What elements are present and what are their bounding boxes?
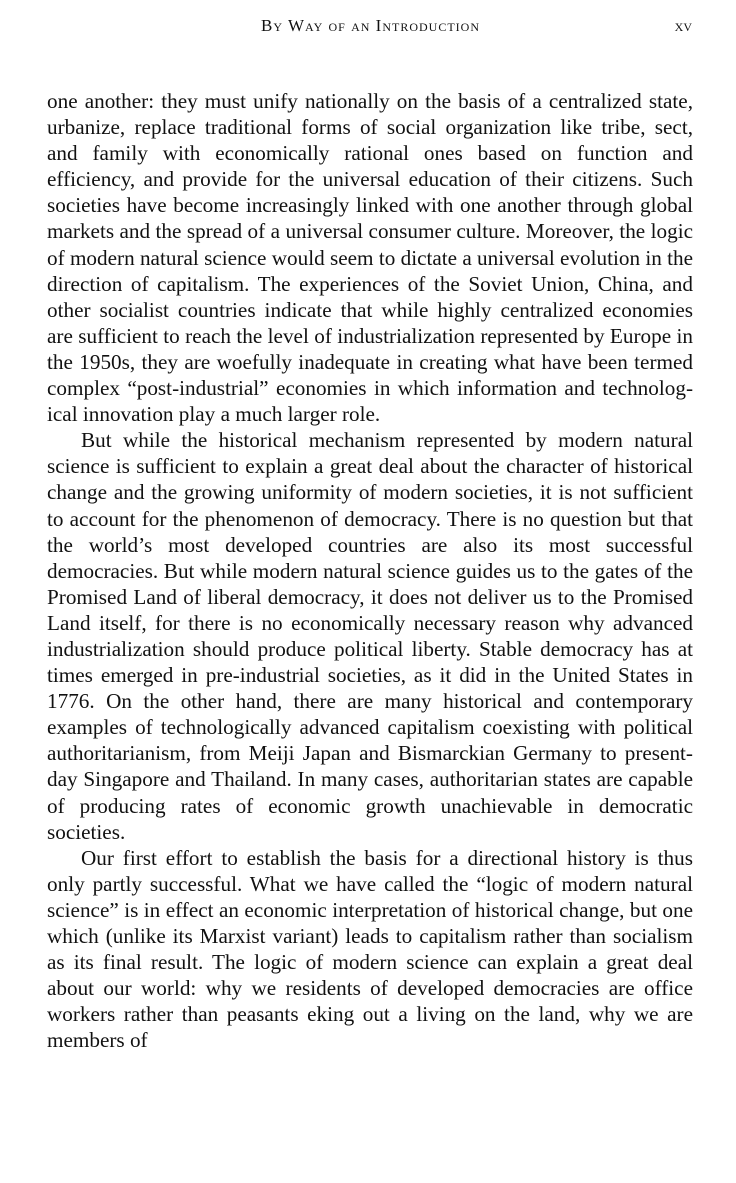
paragraph: But while the historical mechanism represented by modern natural science is sufficient to explain a great deal about the character of historical change and the growing uniformity of modern societies, it is not sufficient to account for the phenomenon of democracy. There is no question but that the world’s most developed countries are also its most successful democracies. But while modern natural science guides us to the gates of the Promised Land of liberal democracy, it does not deliver us to the Promised Land itself, for there is no economically necessary reason why advanced industrialization should produce political liberty. Stable democracy has at times emerged in pre-industrial societies, as it did in the United States in 1776. On the other hand, there are many historical and contemporary examples of technologically advanced capitalism coexisting with political authoritarianism, from Meiji Japan and Bismarckian Germany to present-day Singapore and Thailand. In many cases, authoritarian states are capable of producing rates of economic growth unachievable in democratic societies. — [47, 428, 693, 844]
paragraph: Our first effort to establish the basis for a directional history is thus only partly successful. What we have called the “logic of modern natural science” is in effect an economic interpretation of historical change, but one which (unlike its Marxist variant) leads to capitalism rather than socialism as its final result. The logic of modern science can explain a great deal about our world: why we residents of developed democracies are office workers rather than peasants eking out a living on the land, why we are members of — [47, 845, 693, 1053]
paragraph: one another: they must unify nationally on the basis of a centralized state, urbanize, replace traditional forms of social organization like tribe, sect, and family with economically rational ones based on function and efficiency, and provide for the universal education of their citizens. Such societies have become increasingly linked with one another through global markets and the spread of a universal consumer culture. Moreover, the logic of modern natural science would seem to dictate a universal evolution in the direction of capitalism. The experiences of the Soviet Union, China, and other socialist countries indicate that while highly centralized economies are sufficient to reach the level of industrialization represented by Europe in the 1950s, they are woefully inadequate in creating what have been termed complex “post-industrial” economies in which information and technological innovation play a much larger role. — [47, 89, 694, 427]
running-head — [45, 16, 696, 40]
running-title: By Way of an Introduction — [261, 16, 480, 35]
page-number: xv — [674, 16, 692, 35]
body-text — [47, 88, 693, 1053]
